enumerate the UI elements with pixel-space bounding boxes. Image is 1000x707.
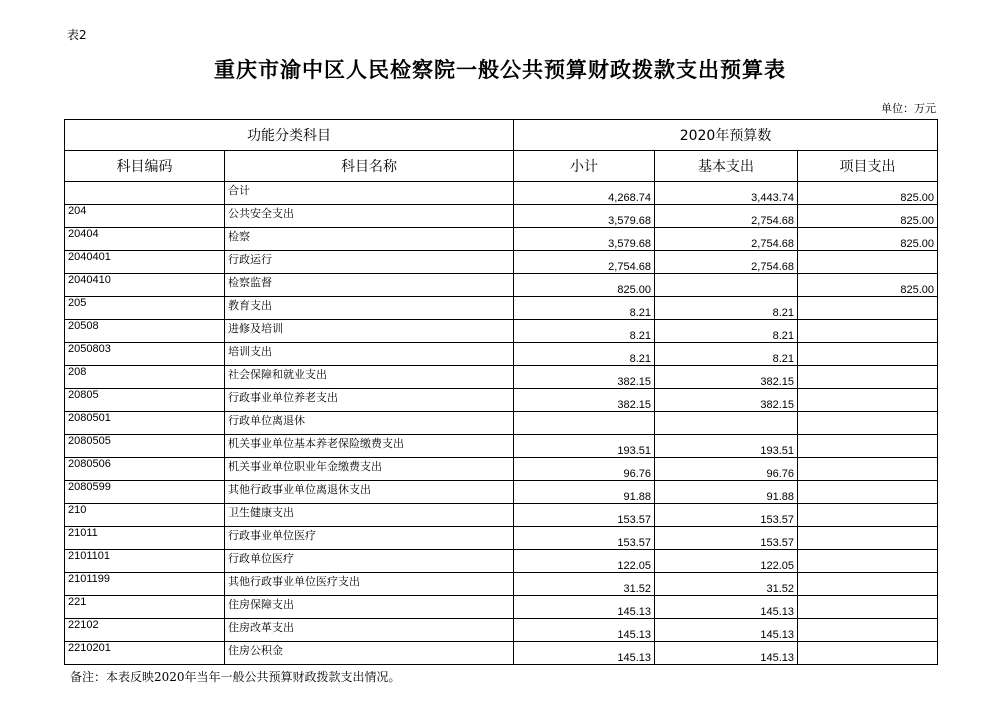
cell-subtotal: 122.05	[514, 550, 655, 573]
cell-subtotal: 8.21	[514, 297, 655, 320]
cell-basic: 96.76	[655, 458, 798, 481]
cell-basic: 193.51	[655, 435, 798, 458]
cell-project	[798, 251, 938, 274]
cell-code: 21011	[65, 527, 225, 550]
cell-project: 825.00	[798, 228, 938, 251]
cell-subtotal: 193.51	[514, 435, 655, 458]
cell-code: 208	[65, 366, 225, 389]
cell-name: 培训支出	[225, 343, 514, 366]
cell-code: 2101101	[65, 550, 225, 573]
header-function-group: 功能分类科目	[65, 120, 514, 151]
cell-basic: 8.21	[655, 320, 798, 343]
table-row	[65, 412, 938, 435]
cell-basic: 3,443.74	[655, 182, 798, 205]
cell-name: 住房公积金	[225, 642, 514, 665]
cell-project	[798, 550, 938, 573]
cell-code: 204	[65, 205, 225, 228]
cell-project	[798, 573, 938, 596]
cell-project	[798, 343, 938, 366]
cell-code	[65, 182, 225, 205]
cell-subtotal: 145.13	[514, 596, 655, 619]
header-row-columns	[65, 151, 938, 182]
cell-name: 行政单位离退休	[225, 412, 514, 435]
cell-project	[798, 412, 938, 435]
cell-project	[798, 366, 938, 389]
cell-name: 行政单位医疗	[225, 550, 514, 573]
cell-name: 住房保障支出	[225, 596, 514, 619]
header-code: 科目编码	[65, 151, 225, 182]
cell-subtotal: 145.13	[514, 619, 655, 642]
cell-name: 住房改革支出	[225, 619, 514, 642]
cell-project	[798, 435, 938, 458]
cell-project: 825.00	[798, 274, 938, 297]
header-subtotal: 小计	[514, 151, 655, 182]
table-row	[65, 205, 938, 228]
table-row	[65, 251, 938, 274]
table-row	[65, 481, 938, 504]
cell-project	[798, 481, 938, 504]
table-row	[65, 228, 938, 251]
cell-subtotal: 382.15	[514, 389, 655, 412]
header-row-group	[65, 120, 938, 151]
cell-code: 2080501	[65, 412, 225, 435]
cell-subtotal: 3,579.68	[514, 228, 655, 251]
header-budget-group: 2020年预算数	[514, 120, 938, 151]
cell-name: 卫生健康支出	[225, 504, 514, 527]
cell-name: 行政运行	[225, 251, 514, 274]
cell-code: 22102	[65, 619, 225, 642]
cell-name: 其他行政事业单位离退休支出	[225, 481, 514, 504]
cell-basic: 382.15	[655, 389, 798, 412]
cell-subtotal: 2,754.68	[514, 251, 655, 274]
table-row	[65, 320, 938, 343]
cell-name: 检察	[225, 228, 514, 251]
cell-subtotal: 382.15	[514, 366, 655, 389]
cell-basic: 145.13	[655, 596, 798, 619]
table-row	[65, 274, 938, 297]
cell-subtotal: 8.21	[514, 343, 655, 366]
cell-project	[798, 297, 938, 320]
cell-code: 2080505	[65, 435, 225, 458]
cell-basic: 145.13	[655, 619, 798, 642]
table-label: 表2	[67, 28, 87, 42]
cell-basic	[655, 274, 798, 297]
cell-project	[798, 642, 938, 665]
header-name: 科目名称	[225, 151, 514, 182]
cell-basic: 2,754.68	[655, 228, 798, 251]
cell-basic: 382.15	[655, 366, 798, 389]
cell-project	[798, 619, 938, 642]
cell-code: 2050803	[65, 343, 225, 366]
page-title: 重庆市渝中区人民检察院一般公共预算财政拨款支出预算表	[214, 57, 786, 82]
cell-code: 2101199	[65, 573, 225, 596]
table-row	[65, 527, 938, 550]
table-row	[65, 343, 938, 366]
table-row	[65, 504, 938, 527]
table-row	[65, 366, 938, 389]
cell-code: 205	[65, 297, 225, 320]
cell-subtotal: 3,579.68	[514, 205, 655, 228]
table-row	[65, 297, 938, 320]
cell-basic: 8.21	[655, 343, 798, 366]
table-row	[65, 389, 938, 412]
cell-name: 社会保障和就业支出	[225, 366, 514, 389]
cell-project: 825.00	[798, 182, 938, 205]
table-body	[65, 182, 938, 665]
table-row	[65, 458, 938, 481]
cell-name: 机关事业单位基本养老保险缴费支出	[225, 435, 514, 458]
cell-basic: 31.52	[655, 573, 798, 596]
cell-code: 2080599	[65, 481, 225, 504]
cell-code: 2040401	[65, 251, 225, 274]
cell-name: 机关事业单位职业年金缴费支出	[225, 458, 514, 481]
cell-name: 公共安全支出	[225, 205, 514, 228]
cell-basic: 153.57	[655, 504, 798, 527]
cell-basic: 91.88	[655, 481, 798, 504]
cell-name: 检察监督	[225, 274, 514, 297]
cell-subtotal	[514, 412, 655, 435]
cell-code: 2080506	[65, 458, 225, 481]
table-row	[65, 619, 938, 642]
cell-name: 教育支出	[225, 297, 514, 320]
cell-code: 20404	[65, 228, 225, 251]
cell-code: 2210201	[65, 642, 225, 665]
cell-subtotal: 31.52	[514, 573, 655, 596]
cell-name: 行政事业单位医疗	[225, 527, 514, 550]
cell-project	[798, 320, 938, 343]
budget-table	[64, 119, 938, 665]
table-row	[65, 642, 938, 665]
cell-subtotal: 153.57	[514, 504, 655, 527]
cell-project	[798, 596, 938, 619]
cell-basic: 2,754.68	[655, 205, 798, 228]
table-row	[65, 550, 938, 573]
cell-project	[798, 389, 938, 412]
cell-basic: 153.57	[655, 527, 798, 550]
cell-basic: 2,754.68	[655, 251, 798, 274]
cell-code: 20805	[65, 389, 225, 412]
cell-code: 20508	[65, 320, 225, 343]
table-row	[65, 596, 938, 619]
cell-subtotal: 145.13	[514, 642, 655, 665]
unit-label: 单位：万元	[881, 102, 936, 115]
cell-subtotal: 825.00	[514, 274, 655, 297]
cell-name: 合计	[225, 182, 514, 205]
cell-subtotal: 91.88	[514, 481, 655, 504]
footnote: 备注：本表反映2020年当年一般公共预算财政拨款支出情况。	[70, 670, 401, 684]
header-project: 项目支出	[798, 151, 938, 182]
table-row	[65, 435, 938, 458]
cell-project	[798, 504, 938, 527]
cell-project	[798, 527, 938, 550]
cell-subtotal: 8.21	[514, 320, 655, 343]
cell-basic: 122.05	[655, 550, 798, 573]
cell-code: 210	[65, 504, 225, 527]
cell-name: 其他行政事业单位医疗支出	[225, 573, 514, 596]
cell-project	[798, 458, 938, 481]
cell-code: 221	[65, 596, 225, 619]
cell-name: 进修及培训	[225, 320, 514, 343]
cell-basic: 145.13	[655, 642, 798, 665]
cell-basic	[655, 412, 798, 435]
cell-subtotal: 153.57	[514, 527, 655, 550]
cell-subtotal: 4,268.74	[514, 182, 655, 205]
cell-basic: 8.21	[655, 297, 798, 320]
cell-subtotal: 96.76	[514, 458, 655, 481]
table-row	[65, 573, 938, 596]
cell-project: 825.00	[798, 205, 938, 228]
table-row	[65, 182, 938, 205]
header-basic: 基本支出	[655, 151, 798, 182]
cell-code: 2040410	[65, 274, 225, 297]
cell-name: 行政事业单位养老支出	[225, 389, 514, 412]
